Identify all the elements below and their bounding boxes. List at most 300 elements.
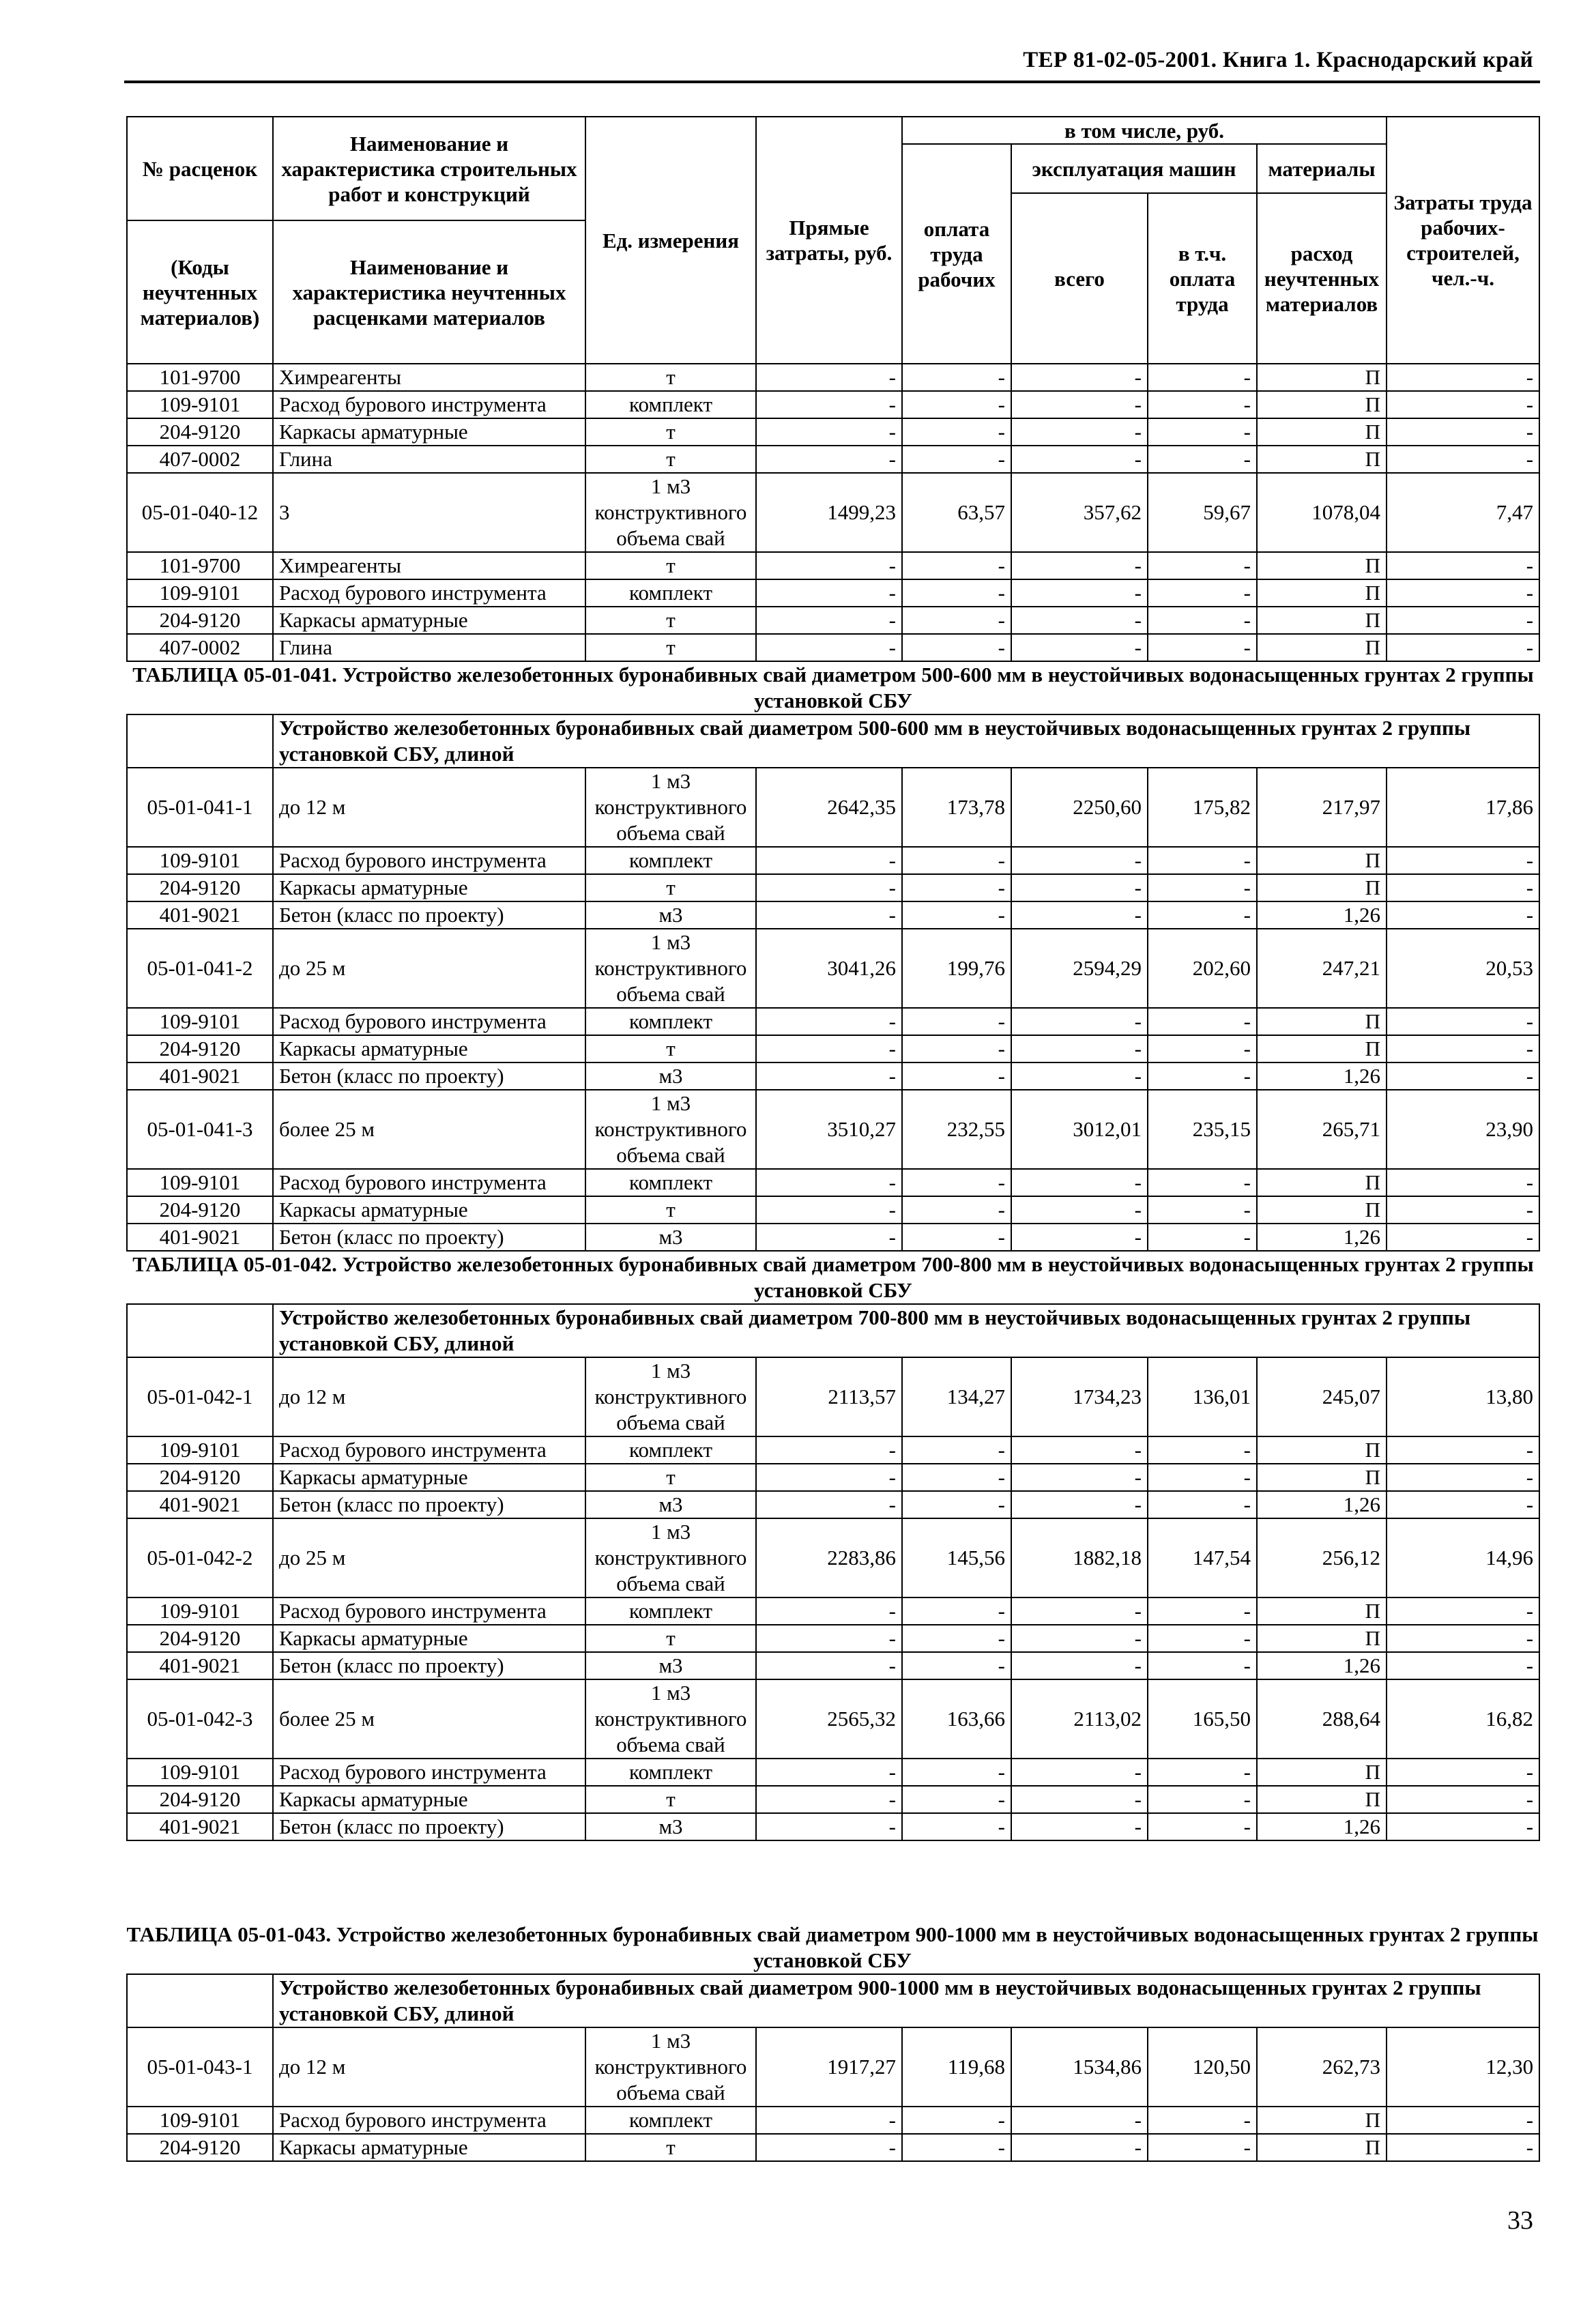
material-labor: -	[1387, 1035, 1539, 1062]
material-name: Глина	[273, 634, 585, 661]
material-row	[127, 847, 1539, 874]
material-name: Расход бурового инструмента	[273, 1436, 585, 1464]
material-name: Каркасы арматурные	[273, 1035, 585, 1062]
material-name: Бетон (класс по проекту)	[273, 1062, 585, 1090]
material-unit: м3	[585, 1813, 756, 1840]
price-row	[127, 1679, 1539, 1759]
price-labor: 12,30	[1387, 2027, 1539, 2107]
material-name: Каркасы арматурные	[273, 1464, 585, 1491]
price-machines-wage: 202,60	[1148, 929, 1257, 1008]
material-unit: т	[585, 1035, 756, 1062]
material-machines: -	[1011, 1491, 1148, 1518]
material-labor: -	[1387, 607, 1539, 634]
material-code: 204-9120	[127, 874, 273, 901]
material-labor: -	[1387, 847, 1539, 874]
material-machines: -	[1011, 1169, 1148, 1196]
price-machines-wage: 165,50	[1148, 1679, 1257, 1759]
material-labor: -	[1387, 1813, 1539, 1840]
col-unit: Ед. измерения	[585, 117, 756, 364]
price-materials: 265,71	[1257, 1090, 1387, 1169]
material-direct: -	[756, 446, 902, 473]
material-consumption: П	[1257, 418, 1387, 446]
material-labor: -	[1387, 1196, 1539, 1224]
price-row	[127, 929, 1539, 1008]
material-direct: -	[756, 1224, 902, 1251]
material-code: 407-0002	[127, 634, 273, 661]
price-wage: 173,78	[902, 768, 1011, 847]
material-wage: -	[902, 446, 1011, 473]
material-wage: -	[902, 1597, 1011, 1625]
material-wage: -	[902, 1169, 1011, 1196]
material-name: Расход бурового инструмента	[273, 391, 585, 418]
material-consumption: П	[1257, 1625, 1387, 1652]
material-labor: -	[1387, 1597, 1539, 1625]
material-machines: -	[1011, 1436, 1148, 1464]
material-machines: -	[1011, 1062, 1148, 1090]
material-machines-wage: -	[1148, 1491, 1257, 1518]
page-number: 33	[1507, 2206, 1533, 2235]
material-code: 204-9120	[127, 1786, 273, 1813]
material-unit: т	[585, 1625, 756, 1652]
material-row	[127, 1597, 1539, 1625]
material-code: 204-9120	[127, 1196, 273, 1224]
material-code: 101-9700	[127, 552, 273, 579]
material-consumption: П	[1257, 1759, 1387, 1786]
material-consumption: П	[1257, 874, 1387, 901]
material-unit: комплект	[585, 2107, 756, 2134]
material-direct: -	[756, 1008, 902, 1035]
price-labor: 16,82	[1387, 1679, 1539, 1759]
material-machines-wage: -	[1148, 634, 1257, 661]
material-direct: -	[756, 1813, 902, 1840]
price-machines: 1882,18	[1011, 1518, 1148, 1597]
material-wage: -	[902, 1813, 1011, 1840]
material-direct: -	[756, 418, 902, 446]
material-consumption: 1,26	[1257, 1813, 1387, 1840]
material-name: Бетон (класс по проекту)	[273, 1491, 585, 1518]
price-row	[127, 473, 1539, 552]
material-machines: -	[1011, 391, 1148, 418]
price-wage: 232,55	[902, 1090, 1011, 1169]
material-direct: -	[756, 364, 902, 391]
price-machines-wage: 120,50	[1148, 2027, 1257, 2107]
material-machines-wage: -	[1148, 1813, 1257, 1840]
material-unit: т	[585, 1196, 756, 1224]
col-machines-total: всего	[1011, 193, 1148, 364]
material-name: Каркасы арматурные	[273, 874, 585, 901]
col-direct: Прямые затраты, руб.	[756, 117, 902, 364]
material-machines-wage: -	[1148, 607, 1257, 634]
material-machines: -	[1011, 874, 1148, 901]
material-code: 109-9101	[127, 1169, 273, 1196]
material-labor: -	[1387, 1786, 1539, 1813]
col-wage: оплата труда рабочих	[902, 144, 1011, 364]
material-row	[127, 418, 1539, 446]
price-unit: 1 м3 конструктивного объема свай	[585, 768, 756, 847]
material-machines-wage: -	[1148, 1224, 1257, 1251]
table-05-01-043-caption: ТАБЛИЦА 05-01-043. Устройство железобетонных буронабивных свай диаметром 900-1000 мм в неустойчивых водонасыщенных грунтах 2 группы установкой СБУ	[126, 1922, 1539, 1972]
material-machines-wage: -	[1148, 1008, 1257, 1035]
price-machines: 2113,02	[1011, 1679, 1148, 1759]
material-unit: комплект	[585, 1436, 756, 1464]
material-unit: т	[585, 446, 756, 473]
material-name: Расход бурового инструмента	[273, 1169, 585, 1196]
col-code-top: № расценок	[127, 117, 273, 220]
price-direct: 3510,27	[756, 1090, 902, 1169]
material-direct: -	[756, 1169, 902, 1196]
material-wage: -	[902, 847, 1011, 874]
material-machines-wage: -	[1148, 446, 1257, 473]
material-code: 401-9021	[127, 1813, 273, 1840]
material-unit: м3	[585, 1491, 756, 1518]
material-machines-wage: -	[1148, 901, 1257, 929]
material-labor: -	[1387, 446, 1539, 473]
material-machines: -	[1011, 607, 1148, 634]
material-name: Бетон (класс по проекту)	[273, 1652, 585, 1679]
material-direct: -	[756, 1062, 902, 1090]
material-code: 401-9021	[127, 1062, 273, 1090]
material-row	[127, 579, 1539, 607]
price-labor: 20,53	[1387, 929, 1539, 1008]
material-machines-wage: -	[1148, 1436, 1257, 1464]
material-unit: комплект	[585, 1597, 756, 1625]
price-code: 05-01-042-1	[127, 1357, 273, 1436]
price-table	[126, 116, 1540, 1841]
material-machines: -	[1011, 634, 1148, 661]
material-machines-wage: -	[1148, 1625, 1257, 1652]
material-name: Химреагенты	[273, 364, 585, 391]
material-direct: -	[756, 1625, 902, 1652]
material-direct: -	[756, 1196, 902, 1224]
material-wage: -	[902, 607, 1011, 634]
material-consumption: П	[1257, 1786, 1387, 1813]
material-code: 109-9101	[127, 1436, 273, 1464]
col-machines-wage: в т.ч. оплата труда	[1148, 193, 1257, 364]
material-row	[127, 1464, 1539, 1491]
material-wage: -	[902, 1035, 1011, 1062]
material-consumption: П	[1257, 1035, 1387, 1062]
price-labor: 23,90	[1387, 1090, 1539, 1169]
material-code: 109-9101	[127, 1759, 273, 1786]
material-row	[127, 364, 1539, 391]
material-wage: -	[902, 552, 1011, 579]
material-wage: -	[902, 1196, 1011, 1224]
price-direct: 2565,32	[756, 1679, 902, 1759]
material-code: 204-9120	[127, 418, 273, 446]
material-direct: -	[756, 552, 902, 579]
table-caption-t041: ТАБЛИЦА 05-01-041. Устройство железобетонных буронабивных свай диаметром 500-600 мм в неустойчивых водонасыщенных грунтах 2 группы установкой СБУ	[127, 661, 1539, 714]
table-subheading: Устройство железобетонных буронабивных свай диаметром 700-800 мм в неустойчивых водонасыщенных грунтах 2 группы установкой СБУ, длиной	[273, 1304, 1539, 1357]
material-row	[127, 446, 1539, 473]
price-machines-wage: 235,15	[1148, 1090, 1257, 1169]
material-machines: -	[1011, 2107, 1148, 2134]
material-labor: -	[1387, 634, 1539, 661]
material-code: 204-9120	[127, 2134, 273, 2161]
col-labor: Затраты труда рабочих-строителей, чел.-ч.	[1387, 117, 1539, 364]
material-wage: -	[902, 1224, 1011, 1251]
material-consumption: П	[1257, 364, 1387, 391]
table-caption-t042: ТАБЛИЦА 05-01-042. Устройство железобетонных буронабивных свай диаметром 700-800 мм в неустойчивых водонасыщенных грунтах 2 группы установкой СБУ	[127, 1251, 1539, 1304]
material-direct: -	[756, 634, 902, 661]
subheading-blank	[127, 1974, 273, 2027]
material-row	[127, 2134, 1539, 2161]
material-consumption: 1,26	[1257, 1224, 1387, 1251]
material-name: Расход бурового инструмента	[273, 1008, 585, 1035]
material-labor: -	[1387, 1491, 1539, 1518]
material-wage: -	[902, 1786, 1011, 1813]
price-machines: 3012,01	[1011, 1090, 1148, 1169]
price-machines: 1734,23	[1011, 1357, 1148, 1436]
material-code: 204-9120	[127, 1464, 273, 1491]
table-subheading: Устройство железобетонных буронабивных свай диаметром 500-600 мм в неустойчивых водонасыщенных грунтах 2 группы установкой СБУ, длиной	[273, 714, 1539, 768]
material-wage: -	[902, 579, 1011, 607]
material-unit: комплект	[585, 1169, 756, 1196]
material-direct: -	[756, 901, 902, 929]
price-direct: 2283,86	[756, 1518, 902, 1597]
material-code: 109-9101	[127, 391, 273, 418]
material-machines-wage: -	[1148, 2134, 1257, 2161]
material-consumption: П	[1257, 552, 1387, 579]
material-machines: -	[1011, 1625, 1148, 1652]
material-row	[127, 901, 1539, 929]
material-labor: -	[1387, 1436, 1539, 1464]
material-unit: м3	[585, 901, 756, 929]
subheading-blank	[127, 1304, 273, 1357]
col-name-bottom: Наименование и характеристика неучтенных расценками материалов	[273, 220, 585, 364]
material-direct: -	[756, 874, 902, 901]
material-row	[127, 1786, 1539, 1813]
material-machines-wage: -	[1148, 552, 1257, 579]
price-labor: 17,86	[1387, 768, 1539, 847]
material-code: 204-9120	[127, 1625, 273, 1652]
price-unit: 1 м3 конструктивного объема свай	[585, 473, 756, 552]
price-name: более 25 м	[273, 1090, 585, 1169]
material-consumption: П	[1257, 579, 1387, 607]
material-wage: -	[902, 1759, 1011, 1786]
material-direct: -	[756, 1759, 902, 1786]
material-code: 407-0002	[127, 446, 273, 473]
price-direct: 3041,26	[756, 929, 902, 1008]
price-name: до 25 м	[273, 1518, 585, 1597]
price-row	[127, 2027, 1539, 2107]
col-incl: в том числе, руб.	[902, 117, 1387, 144]
price-code: 05-01-041-1	[127, 768, 273, 847]
price-code: 05-01-041-2	[127, 929, 273, 1008]
material-row	[127, 1436, 1539, 1464]
material-labor: -	[1387, 2134, 1539, 2161]
price-wage: 63,57	[902, 473, 1011, 552]
material-consumption: 1,26	[1257, 1062, 1387, 1090]
price-materials: 262,73	[1257, 2027, 1387, 2107]
material-labor: -	[1387, 418, 1539, 446]
material-machines-wage: -	[1148, 1786, 1257, 1813]
price-materials: 1078,04	[1257, 473, 1387, 552]
material-labor: -	[1387, 1062, 1539, 1090]
price-code: 05-01-043-1	[127, 2027, 273, 2107]
material-row	[127, 1652, 1539, 1679]
material-consumption: 1,26	[1257, 901, 1387, 929]
material-direct: -	[756, 847, 902, 874]
subheading-blank	[127, 714, 273, 768]
material-unit: т	[585, 634, 756, 661]
material-unit: т	[585, 364, 756, 391]
col-materials-unacc: расход неучтенных материалов	[1257, 193, 1387, 364]
price-table-05-01-043	[126, 1973, 1540, 2162]
price-name: до 12 м	[273, 1357, 585, 1436]
material-code: 109-9101	[127, 847, 273, 874]
material-code: 101-9700	[127, 364, 273, 391]
price-wage: 134,27	[902, 1357, 1011, 1436]
material-labor: -	[1387, 579, 1539, 607]
material-consumption: П	[1257, 2107, 1387, 2134]
material-name: Бетон (класс по проекту)	[273, 1813, 585, 1840]
material-labor: -	[1387, 2107, 1539, 2134]
material-code: 401-9021	[127, 1652, 273, 1679]
material-labor: -	[1387, 1169, 1539, 1196]
price-unit: 1 м3 конструктивного объема свай	[585, 1090, 756, 1169]
col-name-top: Наименование и характеристика строительных работ и конструкций	[273, 117, 585, 220]
material-direct: -	[756, 2134, 902, 2161]
price-machines-wage: 136,01	[1148, 1357, 1257, 1436]
material-labor: -	[1387, 1625, 1539, 1652]
material-name: Каркасы арматурные	[273, 418, 585, 446]
material-unit: т	[585, 874, 756, 901]
material-direct: -	[756, 1436, 902, 1464]
material-row	[127, 1196, 1539, 1224]
material-consumption: 1,26	[1257, 1652, 1387, 1679]
material-name: Каркасы арматурные	[273, 2134, 585, 2161]
price-row	[127, 1518, 1539, 1597]
price-direct: 1499,23	[756, 473, 902, 552]
material-machines: -	[1011, 1224, 1148, 1251]
material-machines: -	[1011, 1597, 1148, 1625]
material-consumption: П	[1257, 1008, 1387, 1035]
material-unit: комплект	[585, 1008, 756, 1035]
material-machines: -	[1011, 446, 1148, 473]
material-consumption: П	[1257, 446, 1387, 473]
price-code: 05-01-041-3	[127, 1090, 273, 1169]
material-row	[127, 634, 1539, 661]
price-wage: 119,68	[902, 2027, 1011, 2107]
material-machines: -	[1011, 1008, 1148, 1035]
material-machines-wage: -	[1148, 579, 1257, 607]
col-machines: эксплуатация машин	[1011, 144, 1257, 193]
material-wage: -	[902, 2134, 1011, 2161]
price-wage: 163,66	[902, 1679, 1011, 1759]
material-machines: -	[1011, 1759, 1148, 1786]
material-direct: -	[756, 1597, 902, 1625]
material-consumption: П	[1257, 2134, 1387, 2161]
material-wage: -	[902, 1008, 1011, 1035]
material-code: 401-9021	[127, 1491, 273, 1518]
material-machines-wage: -	[1148, 874, 1257, 901]
material-machines-wage: -	[1148, 2107, 1257, 2134]
material-unit: м3	[585, 1062, 756, 1090]
material-machines: -	[1011, 1035, 1148, 1062]
material-labor: -	[1387, 552, 1539, 579]
material-code: 204-9120	[127, 1035, 273, 1062]
material-row	[127, 607, 1539, 634]
material-row	[127, 552, 1539, 579]
price-code: 05-01-040-12	[127, 473, 273, 552]
material-unit: м3	[585, 1652, 756, 1679]
material-unit: м3	[585, 1224, 756, 1251]
material-consumption: П	[1257, 634, 1387, 661]
price-wage: 145,56	[902, 1518, 1011, 1597]
material-consumption: П	[1257, 1597, 1387, 1625]
material-machines-wage: -	[1148, 1169, 1257, 1196]
price-row	[127, 1090, 1539, 1169]
price-name: 3	[273, 473, 585, 552]
table-subheading: Устройство железобетонных буронабивных свай диаметром 900-1000 мм в неустойчивых водонасыщенных грунтах 2 группы установкой СБУ, длиной	[273, 1974, 1539, 2027]
material-unit: комплект	[585, 847, 756, 874]
material-row	[127, 1062, 1539, 1090]
price-machines-wage: 175,82	[1148, 768, 1257, 847]
price-direct: 1917,27	[756, 2027, 902, 2107]
col-code-bottom: (Коды неучтенных материалов)	[127, 220, 273, 364]
material-consumption: П	[1257, 391, 1387, 418]
material-wage: -	[902, 1062, 1011, 1090]
material-unit: т	[585, 2134, 756, 2161]
material-machines: -	[1011, 552, 1148, 579]
material-unit: т	[585, 607, 756, 634]
price-name: до 12 м	[273, 768, 585, 847]
price-code: 05-01-042-3	[127, 1679, 273, 1759]
material-consumption: П	[1257, 1436, 1387, 1464]
price-machines: 2594,29	[1011, 929, 1148, 1008]
material-machines: -	[1011, 2134, 1148, 2161]
material-machines: -	[1011, 1652, 1148, 1679]
material-labor: -	[1387, 364, 1539, 391]
material-unit: комплект	[585, 1759, 756, 1786]
col-materials: материалы	[1257, 144, 1387, 193]
price-labor: 14,96	[1387, 1518, 1539, 1597]
price-labor: 7,47	[1387, 473, 1539, 552]
material-machines-wage: -	[1148, 1035, 1257, 1062]
material-labor: -	[1387, 391, 1539, 418]
price-materials: 256,12	[1257, 1518, 1387, 1597]
material-direct: -	[756, 391, 902, 418]
material-wage: -	[902, 364, 1011, 391]
material-machines: -	[1011, 1464, 1148, 1491]
material-labor: -	[1387, 901, 1539, 929]
price-unit: 1 м3 конструктивного объема свай	[585, 1679, 756, 1759]
material-name: Расход бурового инструмента	[273, 1759, 585, 1786]
material-row	[127, 1491, 1539, 1518]
material-wage: -	[902, 418, 1011, 446]
price-row	[127, 768, 1539, 847]
material-consumption: П	[1257, 607, 1387, 634]
material-name: Каркасы арматурные	[273, 607, 585, 634]
material-machines-wage: -	[1148, 364, 1257, 391]
material-unit: т	[585, 552, 756, 579]
material-name: Расход бурового инструмента	[273, 847, 585, 874]
price-code: 05-01-042-2	[127, 1518, 273, 1597]
price-name: до 25 м	[273, 929, 585, 1008]
material-wage: -	[902, 391, 1011, 418]
material-direct: -	[756, 2107, 902, 2134]
material-machines-wage: -	[1148, 847, 1257, 874]
material-code: 109-9101	[127, 579, 273, 607]
material-direct: -	[756, 579, 902, 607]
material-row	[127, 1625, 1539, 1652]
price-name: более 25 м	[273, 1679, 585, 1759]
material-machines: -	[1011, 364, 1148, 391]
material-name: Расход бурового инструмента	[273, 579, 585, 607]
material-machines: -	[1011, 1196, 1148, 1224]
material-row	[127, 1813, 1539, 1840]
material-machines: -	[1011, 418, 1148, 446]
